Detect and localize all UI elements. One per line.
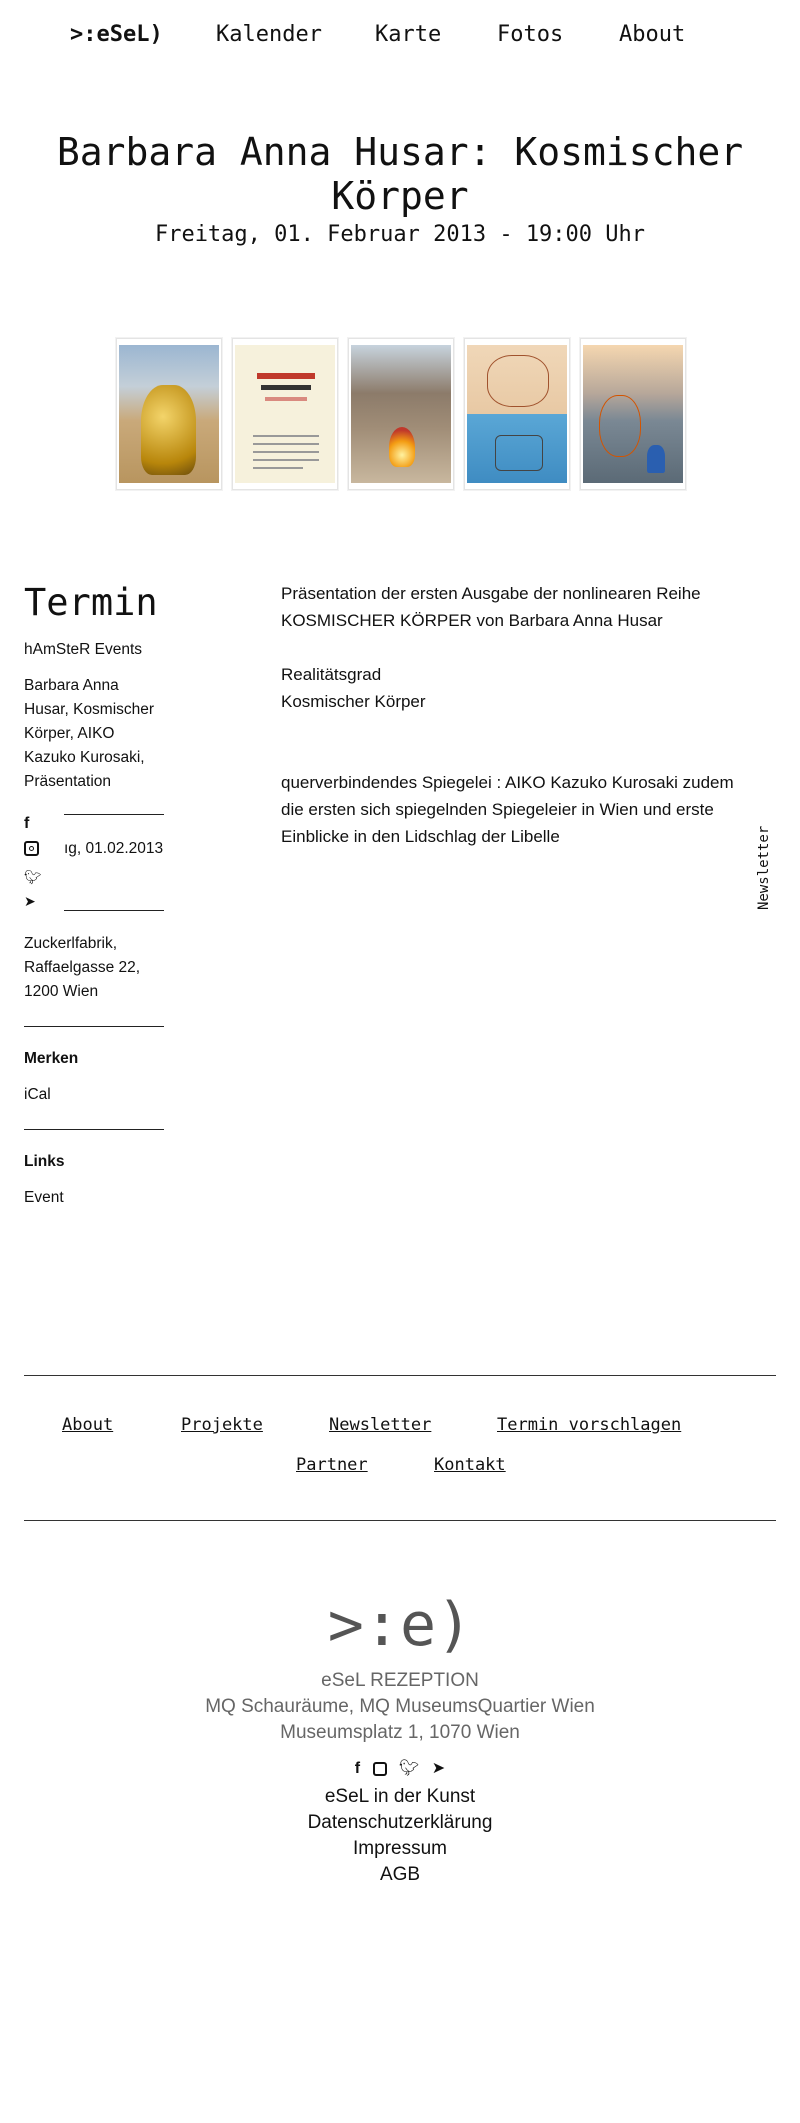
- description-paragraph: Präsentation der ersten Ausgabe der nonlinearen Reihe KOSMISCHER KÖRPER von Barbara Anna Husar: [281, 584, 701, 630]
- footer-address: Museumsplatz 1, 1070 Wien: [280, 1722, 520, 1743]
- event-image-strip[interactable]: [116, 338, 686, 498]
- divider: [64, 910, 164, 911]
- footer-link-esel-in-der-kunst[interactable]: eSeL in der Kunst: [324, 1786, 476, 1807]
- nav-item-fotos[interactable]: Fotos: [497, 22, 564, 47]
- instagram-icon[interactable]: [24, 841, 38, 865]
- facebook-icon[interactable]: f: [24, 815, 30, 832]
- description-paragraph: Kosmischer Körper: [281, 692, 426, 711]
- event-sidebar: [24, 580, 164, 1210]
- twitter-icon[interactable]: 🐦︎: [399, 1760, 420, 1777]
- divider: [24, 1026, 164, 1027]
- tag-list[interactable]: Barbara Anna Husar, Kosmischer Körper, AIKO Kazuko Kurosaki, Präsentation: [24, 677, 155, 790]
- nav-item-about[interactable]: About: [619, 22, 686, 47]
- footer-link-termin-vorschlagen[interactable]: Termin vorschlagen: [497, 1415, 682, 1435]
- instagram-icon[interactable]: [373, 1762, 387, 1776]
- footer-link-projekte[interactable]: Projekte: [181, 1415, 263, 1435]
- footer-logo[interactable]: >:e): [327, 1590, 473, 1660]
- footer-link-impressum[interactable]: Impressum: [353, 1838, 447, 1859]
- ical-link[interactable]: iCal: [24, 1086, 51, 1103]
- sidebar-heading: Termin: [24, 581, 158, 624]
- footer-link-about[interactable]: About: [62, 1415, 114, 1435]
- image-panel-text-page: [232, 338, 338, 490]
- twitter-icon[interactable]: 🐦︎: [24, 869, 42, 885]
- sidebar-date: ıg, 01.02.2013: [64, 840, 164, 857]
- event-link[interactable]: Event: [24, 1189, 64, 1206]
- footer-divider: [24, 1520, 776, 1521]
- footer-divider: [24, 1375, 776, 1376]
- footer-link-kontakt[interactable]: Kontakt: [434, 1455, 506, 1475]
- merken-heading: Merken: [24, 1050, 79, 1067]
- footer-social-icons: [0, 1758, 800, 1778]
- newsletter-tab[interactable]: Newsletter: [756, 825, 772, 910]
- top-nav: [0, 0, 800, 72]
- nav-item-kalender[interactable]: Kalender: [216, 22, 322, 47]
- facebook-icon[interactable]: f: [354, 1760, 361, 1777]
- telegram-icon[interactable]: ➤: [24, 893, 36, 909]
- organizer-link[interactable]: hAmSteR Events: [24, 641, 143, 658]
- footer-org-name: eSeL REZEPTION: [321, 1670, 479, 1691]
- nav-item-karte[interactable]: Karte: [375, 22, 442, 47]
- page-title: Barbara Anna Husar: Kosmischer Körper: [56, 130, 744, 218]
- footer-link-agb[interactable]: AGB: [379, 1864, 421, 1885]
- description-paragraph: querverbindendes Spiegelei : AIKO Kazuko Kurosaki zudem die ersten sich spiegelnden Spiegeleier in Wien und erste Einblicke in den Lidschlag der Libelle: [281, 773, 734, 846]
- event-description: [281, 580, 761, 850]
- site-logo[interactable]: >:eSeL): [70, 22, 163, 47]
- image-panel-fire: [348, 338, 454, 490]
- divider: [64, 814, 164, 815]
- footer-link-datenschutz[interactable]: Datenschutzerklärung: [307, 1812, 493, 1833]
- footer-link-partner[interactable]: Partner: [296, 1455, 368, 1475]
- location[interactable]: Zuckerlfabrik, Raffaelgasse 22, 1200 Wien: [24, 935, 141, 1000]
- image-panel-drawing-and-blue: [464, 338, 570, 490]
- links-heading: Links: [24, 1153, 65, 1170]
- image-panel-lake-figure: [580, 338, 686, 490]
- description-paragraph: Realitätsgrad: [281, 665, 382, 684]
- image-panel-gold-figure: [116, 338, 222, 490]
- telegram-icon[interactable]: ➤: [431, 1760, 446, 1777]
- footer-link-newsletter[interactable]: Newsletter: [329, 1415, 432, 1435]
- footer-venue: MQ Schauräume, MQ MuseumsQuartier Wien: [205, 1696, 595, 1717]
- event-date: Freitag, 01. Februar 2013 - 19:00 Uhr: [154, 222, 646, 247]
- divider: [24, 1129, 164, 1130]
